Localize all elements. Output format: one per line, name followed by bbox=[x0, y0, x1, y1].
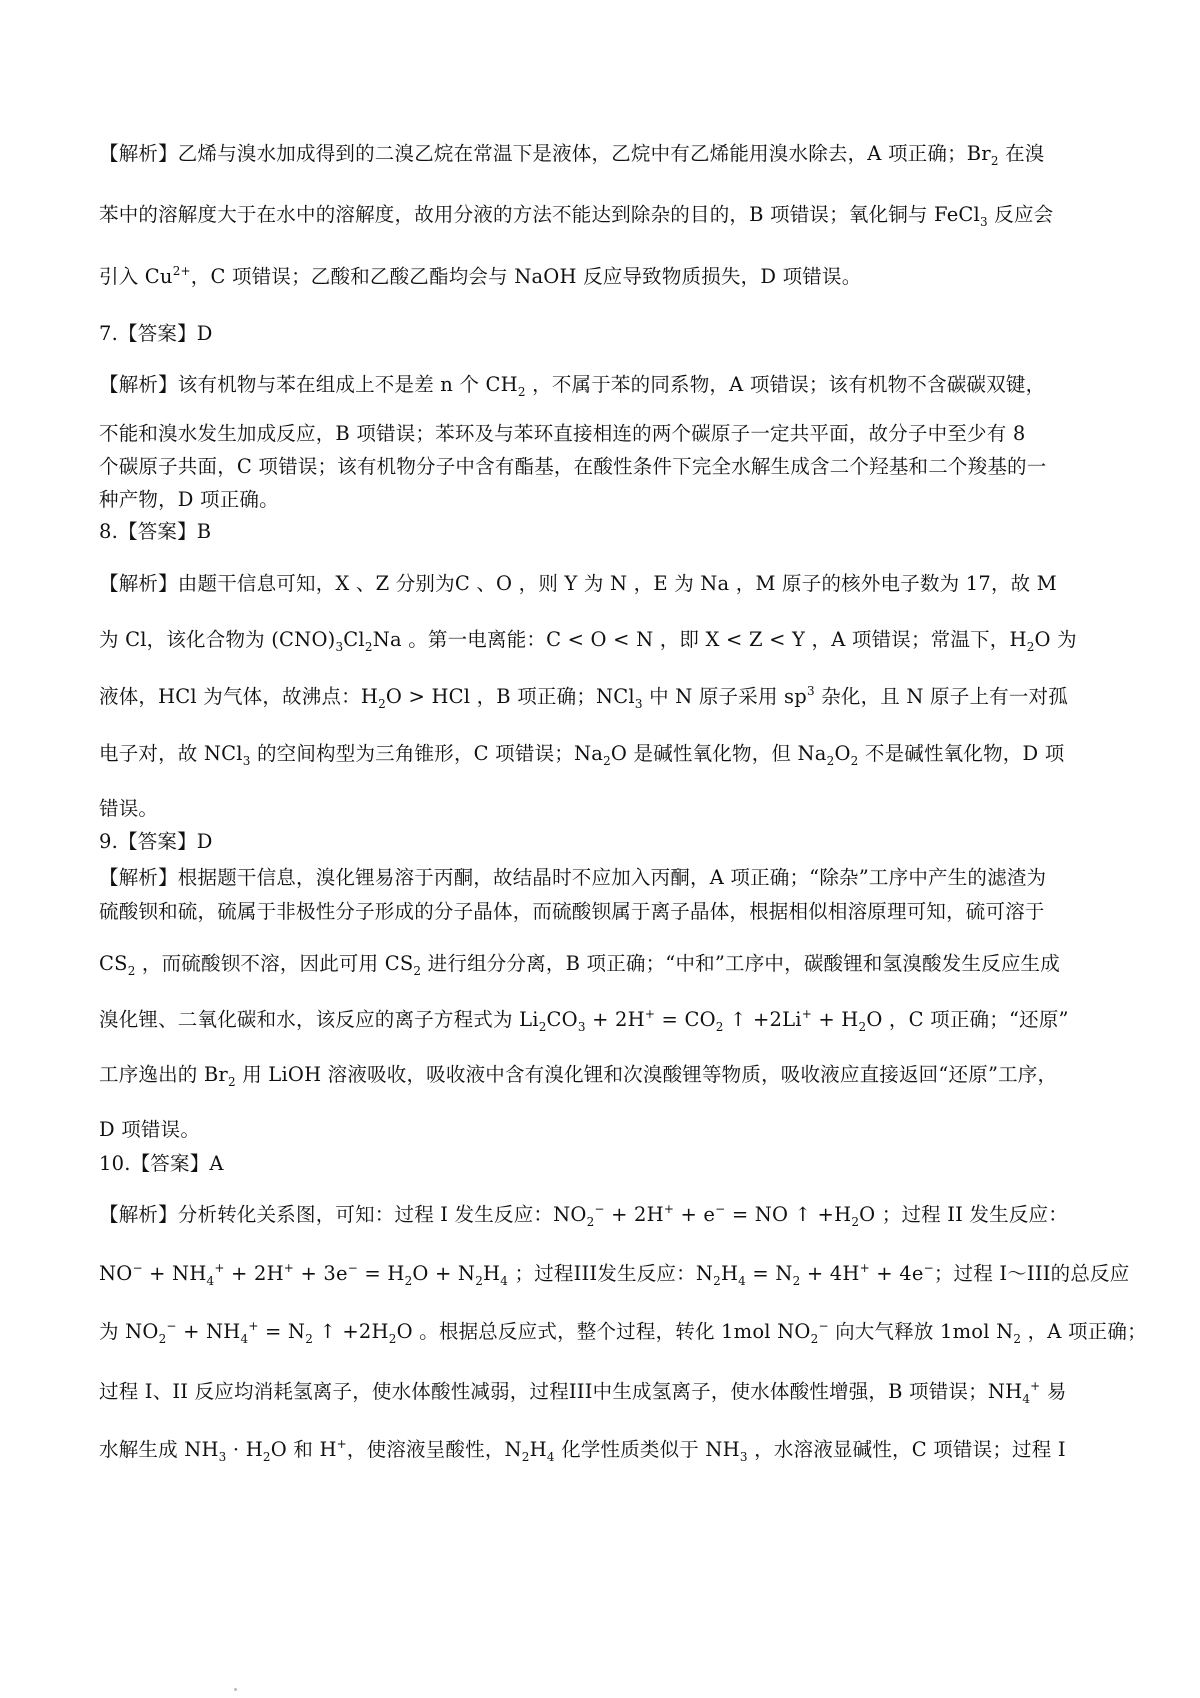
text-line: 8.【答案】B bbox=[99, 520, 212, 543]
text-line: 苯中的溶解度大于在水中的溶解度，故用分液的方法不能达到除杂的目的，B 项错误；氧化铜与 FeCl$_3$ 反应会 bbox=[99, 203, 1054, 229]
text-line: 【解析】根据题干信息，溴化锂易溶于丙酮，故结晶时不应加入丙酮，A 项正确；“除杂”工序中产生的滤渣为 bbox=[99, 866, 1047, 889]
text-line: D 项错误。 bbox=[99, 1118, 201, 1141]
text-line: $NO^- + NH_4^+ + 2H^+ + 3e^- = H_2O + N_2H_4$ ；过程III发生反应：$N_2H_4 = N_2 + 4H^+ + 4e^-$；过程 I～III的总反应 bbox=[99, 1261, 1130, 1288]
text-line: 10.【答案】A bbox=[99, 1152, 224, 1175]
text-line: 水解生成 $NH_3 \cdot H_2O$ 和 H+，使溶液呈酸性，$N_2H_4$ 化学性质类似于 $NH_3$ ，水溶液显碱性，C 项错误；过程 I bbox=[99, 1437, 1066, 1464]
text-line: 【解析】该有机物与苯在组成上不是差 n 个 $CH_2$ ，不属于苯的同系物，A 项错误；该有机物不含碳碳双键， bbox=[99, 373, 1046, 399]
page-mark bbox=[234, 1688, 237, 1691]
text-line: 9.【答案】D bbox=[99, 830, 213, 853]
text-line: 硫酸钡和硫，硫属于非极性分子形成的分子晶体，而硫酸钡属于离子晶体，根据相似相溶原理可知，硫可溶于 bbox=[99, 900, 1045, 923]
text-line: 工序逸出的 $Br_2$ 用 LiOH 溶液吸收，吸收液中含有溴化锂和次溴酸锂等物质，吸收液应直接返回“还原”工序， bbox=[99, 1063, 1058, 1089]
text-line: 过程 I、II 反应均消耗氢离子，使水体酸性减弱，过程III中生成氢离子，使水体酸性增强，B 项错误；$NH_4^+$ 易 bbox=[99, 1379, 1067, 1406]
text-line: 为 $NO_2^- + NH_4^+ = N_2$ ↑ $+2H_2O$ 。根据总反应式，整个过程，转化 1mol $NO_2^-$ 向大气释放 1mol $N_2$ ，A 项正确； bbox=[99, 1319, 1147, 1346]
text-line: 【解析】分析转化关系图，可知：过程 I 发生反应：$NO_2^- + 2H^+ + e^-$ = NO ↑ $+H_2O$ ；过程 II 发生反应： bbox=[99, 1202, 1068, 1229]
text-line: 为 Cl，该化合物为 $(CNO)_3Cl_2Na$ 。第一电离能：C < O < N ，即 X < Z < Y ，A 项错误；常温下，$H_2O$ 为 bbox=[99, 628, 1077, 654]
text-line: 【解析】由题干信息可知，X 、Z 分别为C 、O ，则 Y 为 N ，E 为 Na ，M 原子的核外电子数为 17，故 M bbox=[99, 572, 1057, 595]
text-line: 7.【答案】D bbox=[99, 322, 213, 345]
text-line: 电子对，故 NCl$_3$ 的空间构型为三角锥形，C 项错误；$Na_2O$ 是碱性氧化物，但 $Na_2O_2$ 不是碱性氧化物，D 项 bbox=[99, 742, 1065, 768]
text-line: 不能和溴水发生加成反应，B 项错误；苯环及与苯环直接相连的两个碳原子一定共平面，故分子中至少有 8 bbox=[99, 422, 1026, 445]
text-line: 【解析】乙烯与溴水加成得到的二溴乙烷在常温下是液体，乙烷中有乙烯能用溴水除去，A 项正确；$Br_2$ 在溴 bbox=[99, 142, 1045, 168]
text-line: 错误。 bbox=[99, 797, 159, 820]
text-line: 引入 $Cu^{2+}$，C 项错误；乙酸和乙酸乙酯均会与 NaOH 反应导致物质损失，D 项错误。 bbox=[99, 264, 862, 288]
text-line: 溴化锂、二氧化碳和水，该反应的离子方程式为 $Li_2CO_3 + 2H^+ = CO_2$ ↑ $+2Li^+ + H_2O$ ，C 项正确；“还原” bbox=[99, 1007, 1069, 1034]
text-line: $CS_2$ ，而硫酸钡不溶，因此可用 $CS_2$ 进行组分分离，B 项正确；“中和”工序中，碳酸锂和氢溴酸发生反应生成 bbox=[99, 952, 1060, 978]
text-line: 液体，HCl 为气体，故沸点：$H_2O$ > HCl ，B 项正确；NCl$_3$ 中 N 原子采用 $sp^3$ 杂化，且 N 原子上有一对孤 bbox=[99, 684, 1068, 711]
text-line: 种产物，D 项正确。 bbox=[99, 488, 279, 511]
text-line: 个碳原子共面，C 项错误；该有机物分子中含有酯基，在酸性条件下完全水解生成含二个羟基和二个羧基的一 bbox=[99, 455, 1047, 478]
